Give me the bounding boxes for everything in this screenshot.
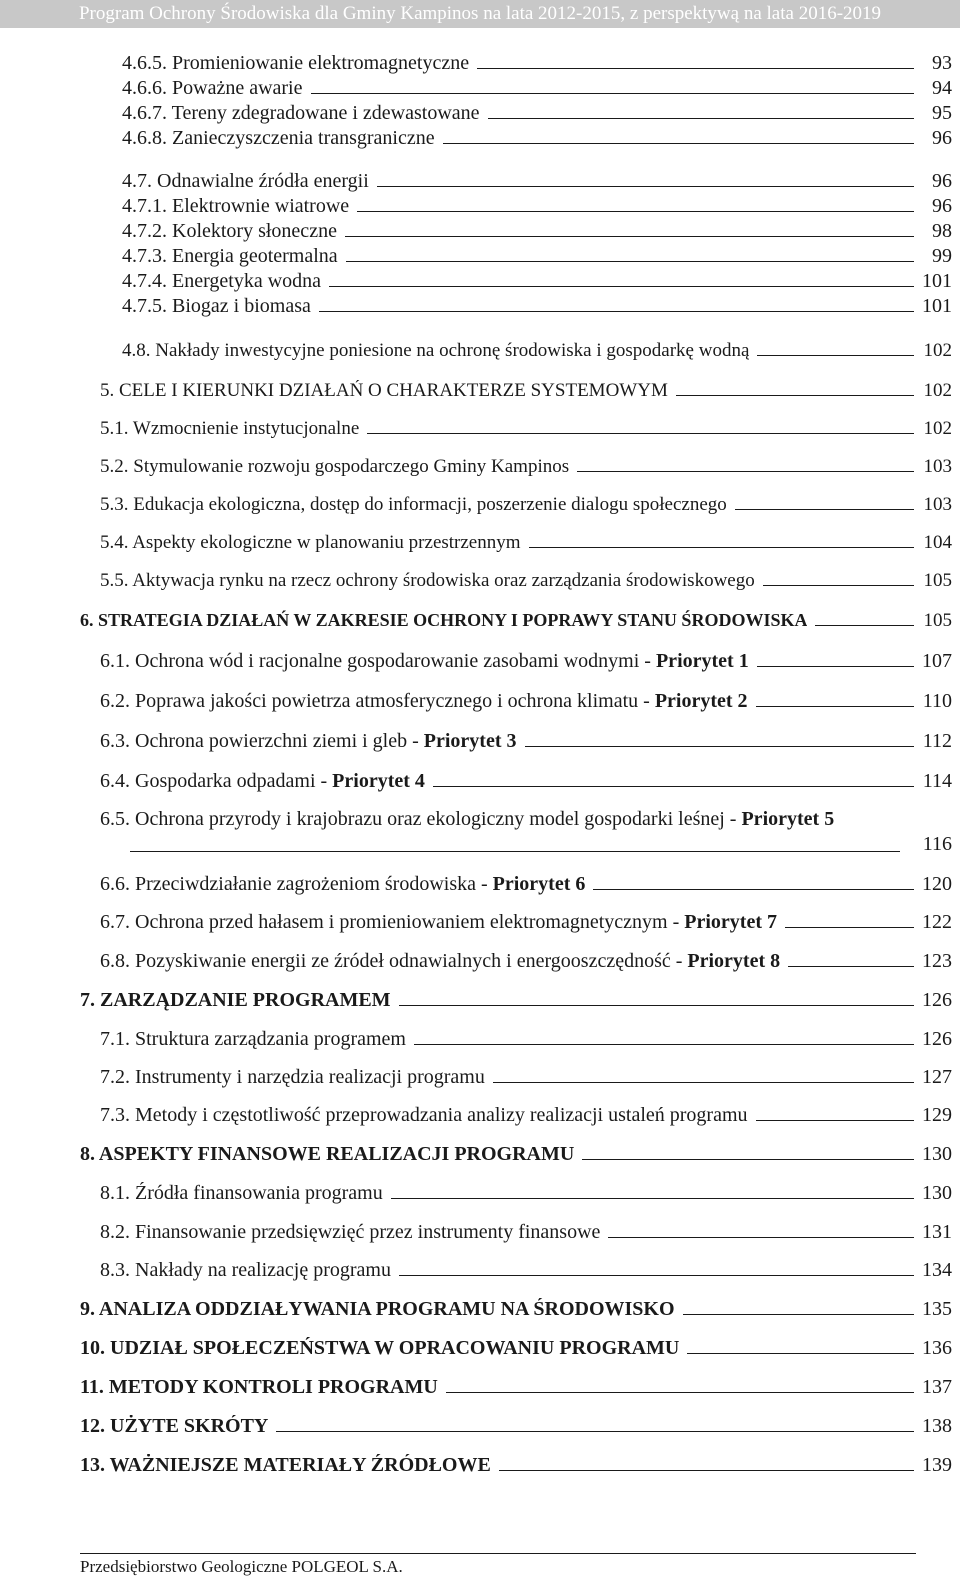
toc-entry-6-4[interactable] xyxy=(100,770,952,793)
toc-page: 110 xyxy=(922,690,952,712)
toc-page: 107 xyxy=(922,650,952,672)
toc-page: 103 xyxy=(923,456,952,477)
toc-label: 5.4. Aspekty ekologiczne w planowaniu przestrzennym xyxy=(100,532,521,553)
toc-page: 96 xyxy=(932,127,952,149)
toc-page: 105 xyxy=(923,570,952,591)
toc-leader xyxy=(433,786,914,787)
toc-page: 130 xyxy=(922,1143,952,1165)
toc-page: 122 xyxy=(922,911,952,933)
toc-label xyxy=(100,650,749,673)
toc-label-text: 6.8. Pozyskiwanie energii ze źródeł odnawialnych i energooszczędność - xyxy=(100,950,683,972)
toc-label-text: 6.2. Poprawa jakości powietrza atmosferycznego i ochrona klimatu - xyxy=(100,690,650,712)
toc-leader xyxy=(676,395,914,396)
toc-entry-4-7[interactable] xyxy=(122,170,952,193)
toc-entry-5[interactable] xyxy=(100,380,952,402)
toc-page: 102 xyxy=(923,380,952,401)
toc-label: 5.2. Stymulowanie rozwoju gospodarczego Gminy Kampinos xyxy=(100,456,570,477)
toc-entry-6-7[interactable] xyxy=(100,911,952,934)
toc-label: 8.2. Finansowanie przedsięwzięć przez instrumenty finansowe xyxy=(100,1221,601,1243)
toc-label-text: 6.7. Ochrona przed hałasem i promieniowaniem elektromagnetycznym - xyxy=(100,911,680,933)
toc-entry-4-7-5[interactable] xyxy=(122,295,952,318)
toc-label: 5.1. Wzmocnienie instytucjonalne xyxy=(100,418,360,439)
toc-label: 4.7.5. Biogaz i biomasa xyxy=(122,295,311,317)
toc-entry-8-3[interactable] xyxy=(100,1259,952,1282)
toc-label-text: 6.4. Gospodarka odpadami - xyxy=(100,770,328,792)
toc-page: 126 xyxy=(922,1028,952,1050)
toc-label: 4.6.7. Tereny zdegradowane i zdewastowane xyxy=(122,102,480,124)
toc-page: 127 xyxy=(922,1066,952,1088)
toc-entry-5-2[interactable] xyxy=(100,456,952,478)
toc-entry-4-7-1[interactable] xyxy=(122,195,952,218)
toc-page: 102 xyxy=(923,418,952,439)
toc-page: 135 xyxy=(922,1298,952,1320)
toc-entry-4-6-6[interactable] xyxy=(122,77,952,100)
toc-leader xyxy=(529,547,914,548)
toc-entry-7-1[interactable] xyxy=(100,1028,952,1051)
toc-leader xyxy=(399,1005,914,1006)
toc-leader xyxy=(346,261,914,262)
toc-page: 139 xyxy=(922,1454,952,1476)
running-header xyxy=(0,0,960,28)
toc-page: 123 xyxy=(922,950,952,972)
toc-entry-5-5[interactable] xyxy=(100,570,952,592)
toc-label-priority: Priorytet 7 xyxy=(684,911,777,933)
toc-leader xyxy=(757,666,914,667)
toc-page: 131 xyxy=(922,1221,952,1243)
toc-leader xyxy=(329,286,914,287)
toc-leader xyxy=(319,311,914,312)
toc-leader xyxy=(593,889,914,890)
toc-label xyxy=(100,770,425,793)
toc-entry-4-7-2[interactable] xyxy=(122,220,952,243)
toc-entry-4-7-3[interactable] xyxy=(122,245,952,268)
toc-entry-8-2[interactable] xyxy=(100,1221,952,1244)
toc-leader xyxy=(488,118,914,119)
toc-page: 101 xyxy=(922,270,952,292)
toc-label: 5.5. Aktywacja rynku na rzecz ochrony środowiska oraz zarządzania środowiskowego xyxy=(100,570,755,591)
toc-entry-8-1[interactable] xyxy=(100,1182,952,1205)
toc-label xyxy=(100,950,780,973)
toc-page: 136 xyxy=(922,1337,952,1359)
toc-leader xyxy=(757,355,914,356)
toc-label-priority: Priorytet 3 xyxy=(423,730,517,752)
toc-label: 4.6.8. Zanieczyszczenia transgraniczne xyxy=(122,127,435,149)
toc-page: 96 xyxy=(932,170,952,192)
toc-label-priority: Priorytet 1 xyxy=(655,650,749,672)
toc-entry-4-6-5[interactable] xyxy=(122,52,952,75)
toc-label-priority: Priorytet 2 xyxy=(654,690,748,712)
toc-entry-6-1[interactable] xyxy=(100,650,952,673)
toc-entry-6-8[interactable] xyxy=(100,950,952,973)
toc-label: 4.7.2. Kolektory słoneczne xyxy=(122,220,337,242)
toc-leader xyxy=(493,1082,914,1083)
toc-label: 4.7.4. Energetyka wodna xyxy=(122,270,322,292)
toc-leader xyxy=(443,143,914,144)
toc-entry-8[interactable] xyxy=(80,1143,952,1166)
toc-label xyxy=(100,911,777,934)
toc-page: 126 xyxy=(922,989,952,1011)
toc-leader xyxy=(276,1431,914,1432)
toc-leader xyxy=(582,1159,914,1160)
toc-label-priority: Priorytet 4 xyxy=(332,770,425,792)
toc-entry-6-5[interactable] xyxy=(100,808,834,831)
toc-entry-6-2[interactable] xyxy=(100,690,952,713)
toc-label-text: 6.6. Przeciwdziałanie zagrożeniom środowiska - xyxy=(100,873,488,895)
toc-leader xyxy=(367,433,914,434)
toc-leader xyxy=(763,585,914,586)
toc-label: 11. METODY KONTROLI PROGRAMU xyxy=(80,1376,438,1398)
header-title: Program Ochrony Środowiska dla Gminy Kampinos na lata 2012-2015, z perspektywą na lata 2016-2019 xyxy=(78,3,882,24)
toc-entry-7-2[interactable] xyxy=(100,1066,952,1089)
toc-page: 95 xyxy=(932,102,952,124)
toc-label: 4.6.6. Poważne awarie xyxy=(122,77,303,99)
toc-leader xyxy=(525,746,914,747)
footer-company: Przedsiębiorstwo Geologiczne POLGEOL S.A. xyxy=(80,1557,403,1576)
toc-label: 7.1. Struktura zarządzania programem xyxy=(100,1028,406,1050)
toc-page: 138 xyxy=(922,1415,952,1437)
toc-page-6-5: 116 xyxy=(922,833,952,855)
toc-entry-6-6[interactable] xyxy=(100,873,952,896)
toc-leader xyxy=(683,1314,914,1315)
toc-entry-4-6-7[interactable] xyxy=(122,102,952,125)
toc-entry-5-1[interactable] xyxy=(100,418,952,440)
toc-page: 129 xyxy=(922,1104,952,1126)
toc-page: 99 xyxy=(932,245,952,267)
toc-leader xyxy=(446,1392,914,1393)
toc-label: 12. UŻYTE SKRÓTY xyxy=(80,1415,269,1437)
toc-entry-5-4[interactable] xyxy=(100,532,952,554)
toc-label: 7.3. Metody i częstotliwość przeprowadzania analizy realizacji ustaleń programu xyxy=(100,1104,748,1126)
toc-page: 96 xyxy=(932,195,952,217)
toc-entry-4-8[interactable] xyxy=(122,340,952,362)
toc-label xyxy=(100,690,748,713)
toc-leader xyxy=(477,68,914,69)
toc-label xyxy=(100,730,517,753)
toc-label-text: 6.1. Ochrona wód i racjonalne gospodarowanie zasobami wodnymi - xyxy=(100,650,651,672)
toc-entry-7[interactable] xyxy=(80,989,952,1012)
toc-leader xyxy=(577,471,914,472)
toc-label-priority: Priorytet 6 xyxy=(492,873,586,895)
toc-label: 9. ANALIZA ODDZIAŁYWANIA PROGRAMU NA ŚRODOWISKO xyxy=(80,1298,675,1320)
toc-page: 102 xyxy=(923,340,952,361)
toc-label-text: 6.3. Ochrona powierzchni ziemi i gleb - xyxy=(100,730,419,752)
toc-label: 10. UDZIAŁ SPOŁECZEŃSTWA W OPRACOWANIU PROGRAMU xyxy=(80,1337,680,1359)
toc-entry-6-3[interactable] xyxy=(100,730,952,753)
toc-leader xyxy=(756,1120,914,1121)
toc-leader xyxy=(357,211,914,212)
toc-leader xyxy=(414,1044,914,1045)
toc-label: 4.7.1. Elektrownie wiatrowe xyxy=(122,195,350,217)
toc-leader xyxy=(815,625,914,626)
toc-label-priority: Priorytet 8 xyxy=(687,950,781,972)
toc-leader xyxy=(788,966,914,967)
toc-page: 114 xyxy=(922,770,952,792)
toc-label: 4.8. Nakłady inwestycyjne poniesione na ochronę środowiska i gospodarkę wodną xyxy=(122,340,750,361)
toc-label-text: 6.5. Ochrona przyrody i krajobrazu oraz ekologiczny model gospodarki leśnej - xyxy=(100,808,737,830)
toc-page: 94 xyxy=(932,77,952,99)
toc-leader xyxy=(785,927,914,928)
toc-entry-6[interactable] xyxy=(80,610,952,632)
toc-label: 13. WAŻNIEJSZE MATERIAŁY ŹRÓDŁOWE xyxy=(80,1454,491,1476)
toc-leader xyxy=(391,1198,914,1199)
toc-page: 101 xyxy=(922,295,952,317)
toc-label: 7.2. Instrumenty i narzędzia realizacji programu xyxy=(100,1066,485,1088)
toc-entry-5-3[interactable] xyxy=(100,494,952,516)
toc-label: 5. CELE I KIERUNKI DZIAŁAŃ O CHARAKTERZE SYSTEMOWYM xyxy=(100,380,668,401)
toc-label: 8.1. Źródła finansowania programu xyxy=(100,1182,383,1204)
toc-label: 4.7.3. Energia geotermalna xyxy=(122,245,338,267)
toc-label: 6. STRATEGIA DZIAŁAŃ W ZAKRESIE OCHRONY I POPRAWY STANU ŚRODOWISKA xyxy=(80,610,808,630)
toc-leader xyxy=(345,236,914,237)
toc-entry-4-6-8[interactable] xyxy=(122,127,952,150)
toc-leader xyxy=(377,186,914,187)
footer-rule xyxy=(80,1553,916,1554)
toc-leader xyxy=(311,93,915,94)
toc-label: 4.6.5. Promieniowanie elektromagnetyczne xyxy=(122,52,470,74)
toc-leader xyxy=(756,706,914,707)
toc-leader xyxy=(130,851,900,852)
toc-entry-11[interactable] xyxy=(80,1376,952,1399)
toc-page: 103 xyxy=(923,494,952,515)
toc-leader xyxy=(399,1275,914,1276)
toc-entry-13[interactable] xyxy=(80,1454,952,1477)
toc-page: 104 xyxy=(923,532,952,553)
toc-page: 120 xyxy=(922,873,952,895)
toc-label: 4.7. Odnawialne źródła energii xyxy=(122,170,369,192)
toc-page: 134 xyxy=(922,1259,952,1281)
toc-label: 5.3. Edukacja ekologiczna, dostęp do informacji, poszerzenie dialogu społecznego xyxy=(100,494,727,515)
toc-entry-12[interactable] xyxy=(80,1415,952,1438)
toc-entry-4-7-4[interactable] xyxy=(122,270,952,293)
toc-label: 8. ASPEKTY FINANSOWE REALIZACJI PROGRAMU xyxy=(80,1143,575,1165)
toc-leader xyxy=(499,1470,914,1471)
toc-entry-10[interactable] xyxy=(80,1337,952,1360)
toc-leader xyxy=(608,1237,914,1238)
toc-page: 98 xyxy=(932,220,952,242)
toc-label: 7. ZARZĄDZANIE PROGRAMEM xyxy=(80,989,391,1011)
toc-entry-9[interactable] xyxy=(80,1298,952,1321)
toc-leader xyxy=(735,509,914,510)
toc-page: 137 xyxy=(922,1376,952,1398)
toc-page: 105 xyxy=(923,610,952,631)
toc-label: 8.3. Nakłady na realizację programu xyxy=(100,1259,391,1281)
toc-label xyxy=(100,873,585,896)
toc-label-priority: Priorytet 5 xyxy=(741,808,835,830)
toc-page: 93 xyxy=(932,52,952,74)
toc-page: 112 xyxy=(922,730,952,752)
toc-leader xyxy=(687,1353,914,1354)
toc-entry-7-3[interactable] xyxy=(100,1104,952,1127)
toc-page: 130 xyxy=(922,1182,952,1204)
